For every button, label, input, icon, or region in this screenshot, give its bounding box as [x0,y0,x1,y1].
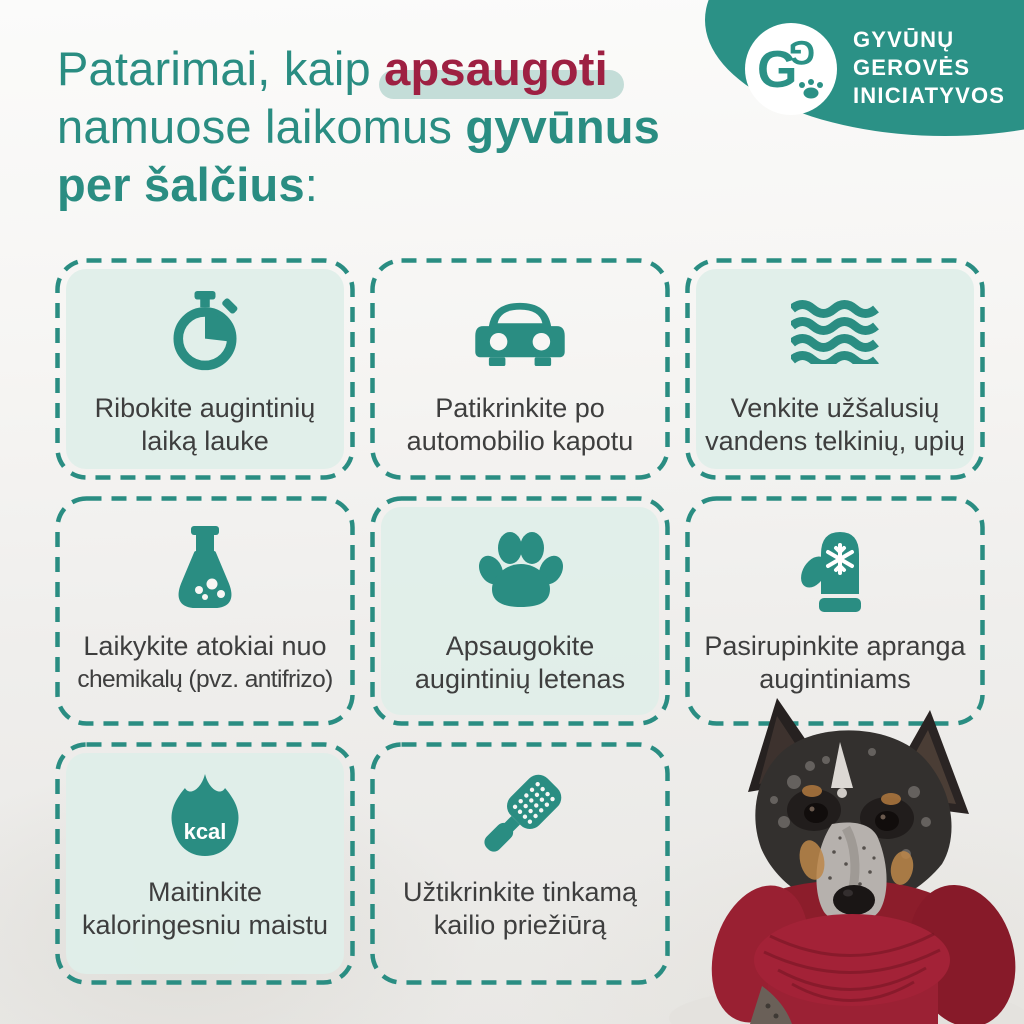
logo-name-line: GEROVĖS [853,55,971,80]
car-icon [473,286,567,378]
kcal-label: kcal [183,819,227,844]
tip-card-paws [370,496,670,726]
tip-line: kaloringesniu maistu [81,910,329,940]
tip-line: Apsaugokite [445,631,595,661]
kcal-flame-icon [161,770,249,862]
paw-mark-icon [799,79,823,99]
tip-text [407,392,634,458]
tip-line: automobilio kapotu [406,426,634,456]
tip-card-limit-time [55,258,355,480]
tip-card-frozen-water [685,258,985,480]
tip-text [415,630,625,696]
logo-name-line: INICIATYVOS [853,83,1006,108]
gg-monogram-icon [745,23,837,115]
svg-text:G: G [757,41,798,99]
tip-line: augintiniams [759,664,911,694]
tip-line: vandens telkinių, upių [705,426,965,456]
title-colon: : [304,158,319,211]
tip-line: kailio priežiūrą [433,910,607,940]
logo-name [853,26,1005,110]
tip-line: Maitinkite [147,877,263,907]
tip-text [95,392,316,458]
tip-card-car-hood [370,258,670,480]
page-title [57,40,757,214]
tip-text [704,630,965,696]
flask-icon [169,524,241,616]
tip-line: Užtikrinkite tinkamą [402,877,638,907]
tip-card-chemicals [55,496,355,726]
tip-line: Venkite užšalusių [730,393,940,423]
tip-card-grooming [370,742,670,985]
tip-line: chemikalų (pvz. antifrizo) [77,666,333,693]
tip-line: laiką lauke [141,426,269,456]
tip-text [705,392,965,458]
tip-line: augintinių letenas [414,664,626,694]
tip-text [403,876,637,942]
tip-text [82,876,328,942]
tip-line: Patikrinkite po [435,393,605,423]
dog-photo [664,692,1024,1024]
waves-icon [791,286,879,378]
mitten-snowflake-icon [795,524,875,616]
tip-card-food [55,742,355,985]
tip-line: Laikykite atokiai nuo [83,631,327,661]
logo-monogram [745,23,837,115]
stopwatch-icon [163,286,247,378]
paw-icon [475,524,565,616]
svg-text:G: G [788,33,815,71]
tip-line: Ribokite augintinių [94,393,316,423]
tip-text [77,630,332,696]
title-line2-bold: gyvūnus [465,100,660,153]
title-line3-bold: per šalčius [57,158,305,211]
logo-name-line: GYVŪNŲ [853,27,955,52]
title-line2-normal: namuose laikomus [57,100,466,153]
title-highlight-word: apsaugoti [384,42,608,95]
tip-line: Pasirupinkite apranga [704,631,966,661]
grooming-brush-icon [472,770,568,862]
title-line1-normal: Patarimai, kaip [57,42,385,95]
